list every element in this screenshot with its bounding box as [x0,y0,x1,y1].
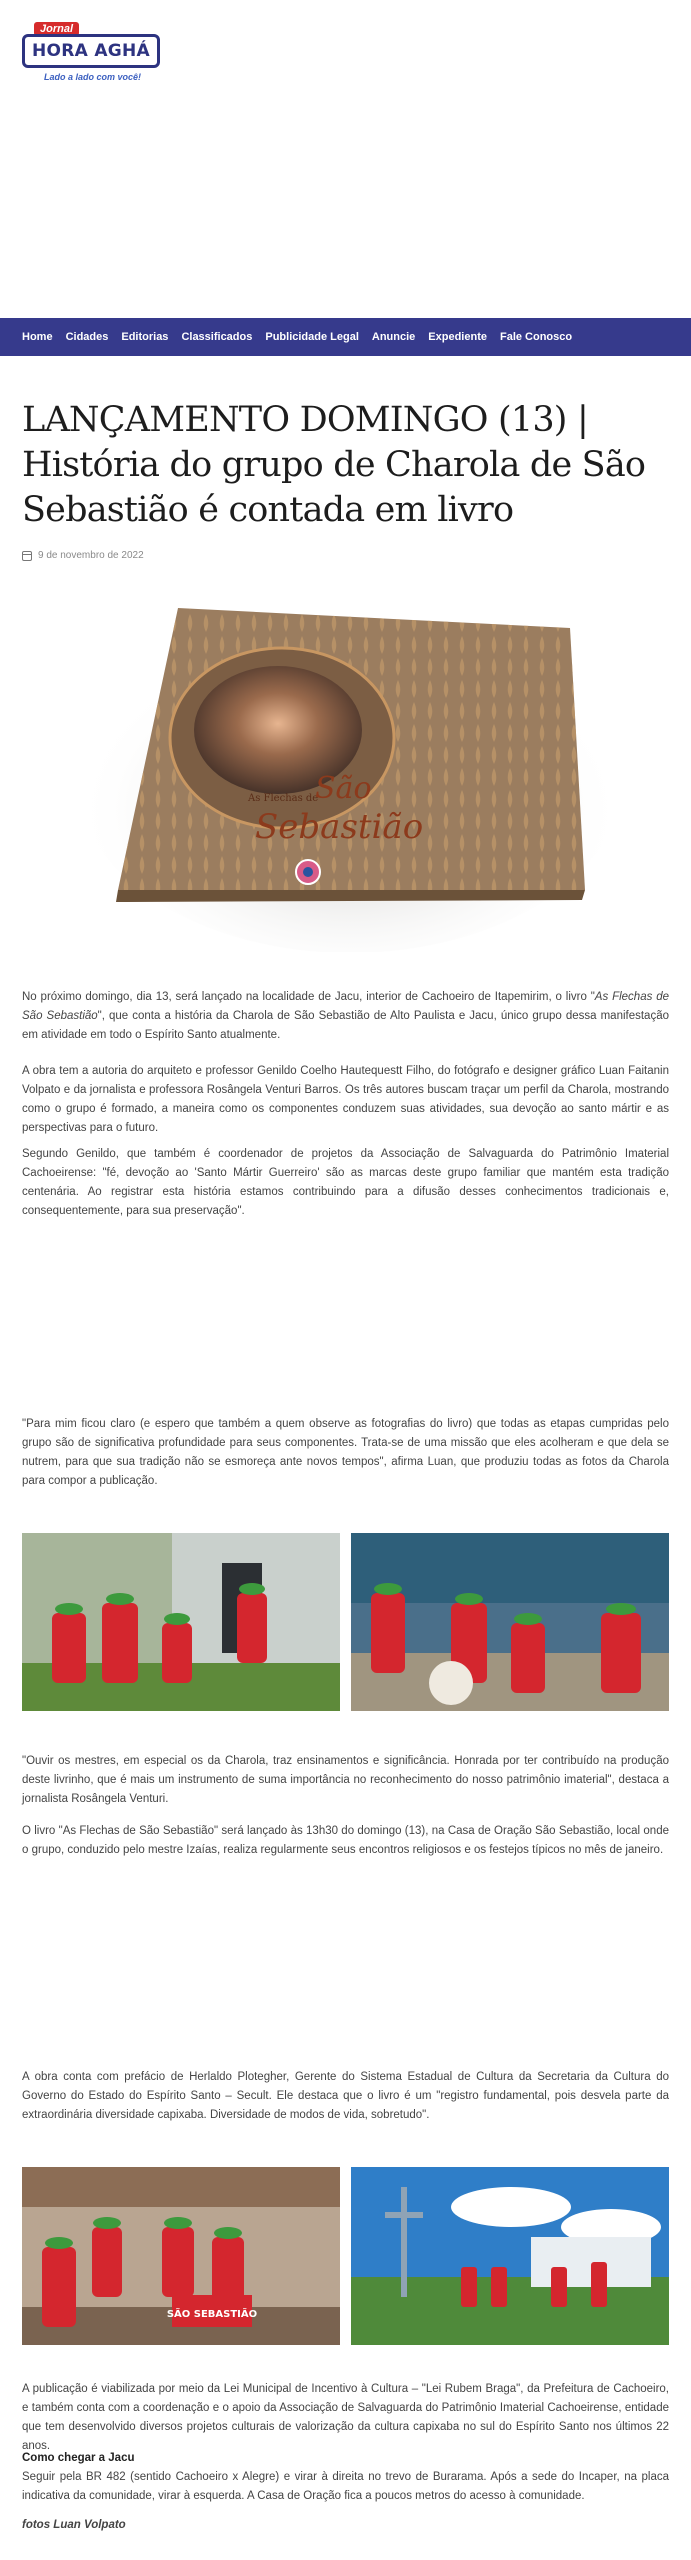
nav-home[interactable]: Home [22,331,53,343]
book-title-sao: São [315,771,372,806]
book-cover-image [70,590,630,952]
nav-fale-conosco[interactable]: Fale Conosco [499,331,573,343]
calendar-icon [22,551,32,561]
paragraph-5: "Ouvir os mestres, em especial os da Charola, traz ensinamentos e significância. Honrada por ter contribuído na produção deste livrinho, que é mais um instrumento de suma importância no reconhecimento do nosso patrimônio imaterial", destaca a jornalista Rosângela Venturi. [22,1755,669,1805]
nav-publicidade-legal[interactable]: Publicidade Legal [265,331,359,343]
paragraph-3: Segundo Genildo, que também é coordenador de projetos da Associação de Salvaguarda do Patrimônio Imaterial Cachoeirense: "fé, devoção ao 'Santo Mártir Guerreiro' são as marcas deste grupo familiar que mantém esta tradição centenária. Ao registrar esta história estamos contribuindo para a difusão desses conhecimentos tradicionais e, consequentemente, para sua preservação". [22,1148,669,1217]
paragraph-2: A obra tem a autoria do arquiteto e professor Genildo Coelho Hautequestt Filho, do fotógrafo e designer gráfico Luan Faitanin Volpato e da jornalista e professora Rosângela Venturi Barros. Os três autores buscam traçar um perfil da Charola, mostrando como o grupo é formado, a maneira como os componentes conduzem suas atividades, sua devoção ao santo mártir e as perspectivas para o futuro. [22,1065,669,1134]
nav-cidades[interactable]: Cidades [65,331,109,343]
article-title: LANÇAMENTO DOMINGO (13) | História do grupo de Charola de São Sebastião é contada em livro [22,400,646,530]
paragraph-9: Seguir pela BR 482 (sentido Cachoeiro x Alegre) e virar à direita no trevo de Burarama. Após a sede do Incaper, na placa indicativa da comunidade, virar à esquerda. A Casa de Oração fica a poucos metros do acesso à comunidade. [22,2471,669,2502]
paragraph-6: O livro "As Flechas de São Sebastião" será lançado às 13h30 do domingo (13), na Casa de Oração São Sebastião, local onde o grupo, conduzido pelo mestre Izaías, realiza regularmente seus encontros religiosos e os festejos típicos no mês de janeiro. [22,1825,669,1856]
paragraph-1: No próximo domingo, dia 13, será lançado na localidade de Jacu, interior de Cachoeiro de Itapemirim, o livro "As Flechas de São Sebastião", que conta a história da Charola de São Sebastião de Alto Paulista e Jacu, único grupo dessa manifestação em atividade em todo o Espírito Santo atualmente. [22,991,669,1041]
logo-name: HORA AGHÁ [31,41,151,61]
main-nav [0,318,691,356]
subheading-como-chegar: Como chegar a Jacu [22,2452,135,2464]
paragraph-7: A obra conta com prefácio de Herlaldo Plotegher, Gerente do Sistema Estadual de Cultura da Secretaria da Cultura do Governo do Estado do Espírito Santo – Secult. Ele destaca que o livro é um "registro fundamental, pois desvela parte da extraordinária diversidade capixaba. Diversidade de modos de vida, sobretudo". [22,2071,669,2121]
site-logo[interactable] [22,20,164,86]
nav-anuncie[interactable]: Anuncie [371,331,416,343]
logo-box [22,34,160,68]
nav-editorias[interactable]: Editorias [121,331,169,343]
charola-photo-3 [22,2167,340,2345]
book-title-sebastiao: Sebastião [255,807,424,847]
post-date [22,550,144,561]
nav-classificados[interactable]: Classificados [181,331,253,343]
paragraph-4: "Para mim ficou claro (e espero que também a quem observe as fotografias do livro) que todas as etapas cumpridas pelo grupo são de significativa profundidade para seus componentes. Trata-se de uma missão que eles acolheram e que dela se nutrem, para que sua tradição não se esmoreça ante novos tempos", afirma Luan, que produziu todas as fotos da Charola para compor a publicação. [22,1418,669,1487]
photo-credit: fotos Luan Volpato [22,2519,126,2531]
photo-banner-text: SÃO SEBASTIÃO [166,2309,258,2320]
charola-photo-2 [351,1533,669,1711]
charola-photo-1 [22,1533,340,1711]
charola-photo-4 [351,2167,669,2345]
book-title-small: As Flechas de [248,793,319,804]
post-date-text: 9 de novembro de 2022 [38,550,144,561]
nav-expediente[interactable]: Expediente [428,331,487,343]
paragraph-8: A publicação é viabilizada por meio da Lei Municipal de Incentivo à Cultura – "Lei Rubem Braga", da Prefeitura de Cachoeiro, e também conta com a coordenação e o apoio da Associação de Salvaguarda do Patrimônio Imaterial Cachoeirense, entidade que tem desenvolvido diversos projetos culturais de valorização da cultura capixaba no sul do Espírito Santo nos últimos 22 anos. [22,2383,669,2452]
logo-slogan: Lado a lado com você! [44,72,142,82]
logo-tag: Jornal [34,22,79,36]
